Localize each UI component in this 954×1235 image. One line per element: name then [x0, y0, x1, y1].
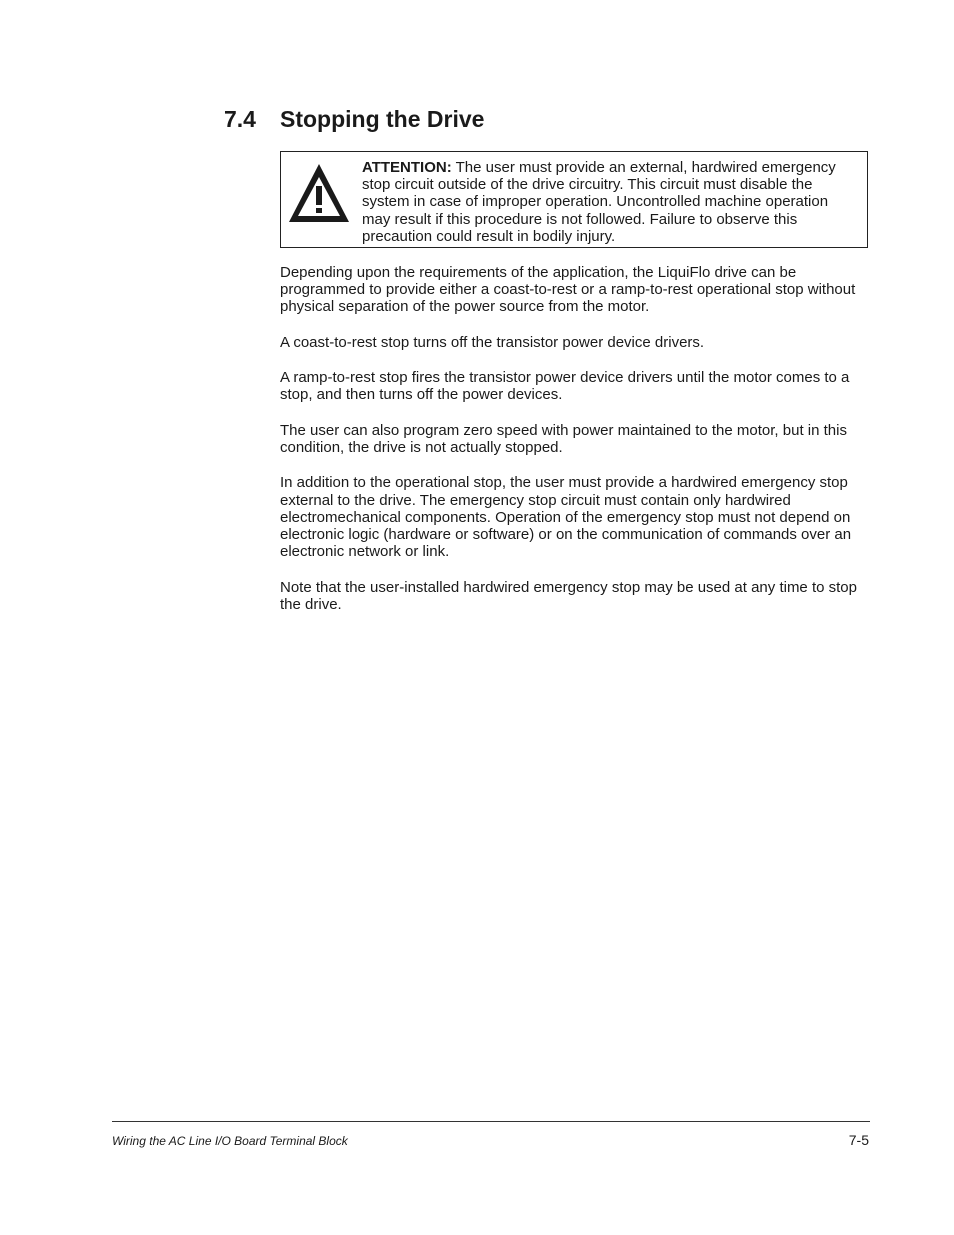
- footer-title: Wiring the AC Line I/O Board Terminal Block: [112, 1134, 348, 1148]
- page-number: 7-5: [848, 1132, 869, 1148]
- attention-box: [280, 151, 868, 248]
- paragraph: Depending upon the requirements of the application, the LiquiFlo drive can be programmed to provide either a coast-to-rest or a ramp-to-rest operational stop without physical separation of the power source from the motor.: [280, 264, 856, 316]
- attention-text: [362, 159, 857, 245]
- body-text: [280, 264, 872, 631]
- paragraph: The user can also program zero speed with power maintained to the motor, but in this condition, the drive is not actually stopped.: [280, 421, 847, 456]
- paragraph: In addition to the operational stop, the user must provide a hardwired emergency stop external to the drive. The emergency stop circuit must contain only hardwired electromechanical components. Operation of the emergency stop must not depend on electronic logic (hardware or software) or on the communication of commands over an electronic network or link.: [280, 474, 852, 561]
- paragraph: A ramp-to-rest stop fires the transistor power device drivers until the motor comes to a stop, and then turns off the power devices.: [280, 369, 850, 404]
- paragraph: Note that the user-installed hardwired emergency stop may be used at any time to stop the drive.: [280, 578, 857, 613]
- section-title: Stopping the Drive: [280, 106, 485, 132]
- attention-label: ATTENTION:: [362, 159, 452, 176]
- attention-body: The user must provide an external, hardwired emergency stop circuit outside of the drive circuitry. This circuit must disable the system in case of improper operation. Uncontrolled machine operation may result if this procedure is not followed. Failure to observe this precaution could result in bodily injury.: [362, 159, 836, 245]
- footer-divider: [112, 1121, 870, 1122]
- paragraph: A coast-to-rest stop turns off the transistor power device drivers.: [280, 333, 705, 351]
- section-heading: [224, 103, 484, 135]
- warning-triangle-icon: [285, 158, 353, 226]
- section-number: 7.4: [224, 106, 256, 132]
